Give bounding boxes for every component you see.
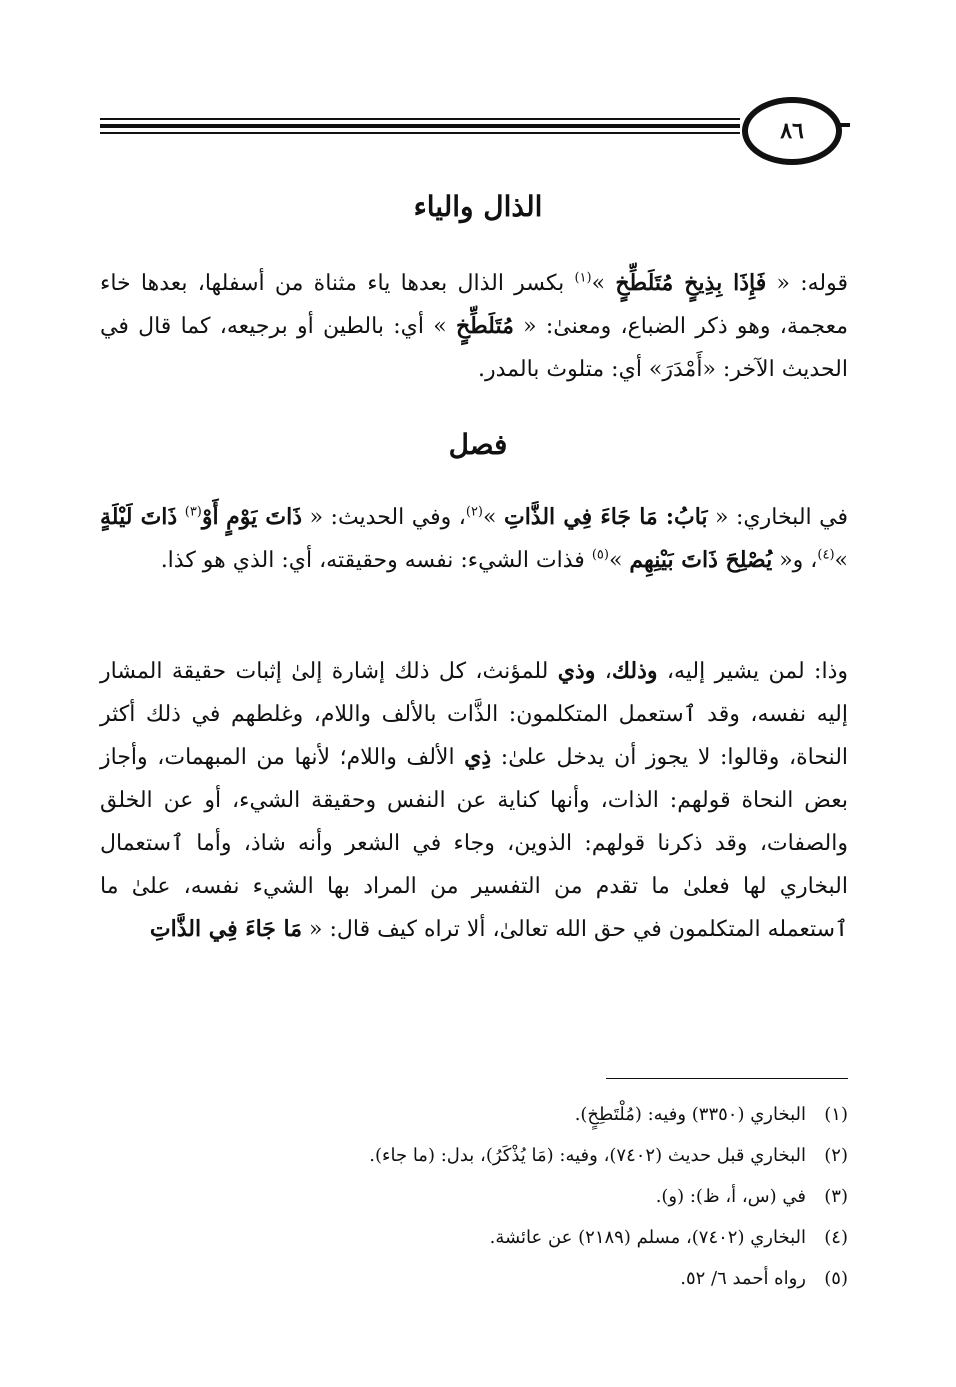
footnote-text: البخاري (٧٤٠٢)، مسلم (٢١٨٩) عن عائشة. — [489, 1227, 806, 1248]
quoted-hadith: فَإِذَا بِذِيخٍ مُتَلَطِّخٍ — [615, 270, 767, 296]
quoted-hadith: يُصْلِحَ ذَاتَ بَيْنِهِم — [629, 547, 773, 573]
quoted-word: مُتَلَطِّخٍ — [455, 313, 514, 339]
quoted-word: أَوْ — [201, 504, 219, 530]
footnote-text: رواه أحمد ٦/ ٥٢. — [680, 1268, 806, 1289]
paragraph — [100, 496, 848, 582]
page-number-text: ٨٦ — [780, 118, 804, 144]
text: بكسر الذال بعدها ياء مثناة من أسفلها، بعدها خاء معجمة، وهو ذكر الضباع، ومعنىٰ: « — [100, 271, 848, 339]
footnote-number: (٣) — [824, 1186, 848, 1207]
footnote-text: البخاري (٣٣٥٠) وفيه: (مُلْتَطِخٍ). — [574, 1104, 806, 1125]
quoted-hadith: بَابُ: مَا جَاءَ فِي الذَّاتِ — [503, 504, 708, 530]
text: » — [483, 505, 504, 530]
text: فذات الشيء: نفسه وحقيقته، أي: الذي هو كذا. — [160, 548, 592, 573]
text: » — [834, 548, 848, 573]
quoted-hadith: ذَاتَ يَوْمٍ — [226, 504, 303, 530]
footnote-text: في (س، أ، ظ): (و). — [655, 1186, 806, 1207]
footnote — [100, 1094, 848, 1135]
text: الألف واللام؛ لأنها من المبهمات، وأجاز بعض النحاة قولهم: الذات، وأنها كناية عن النفس وحقيقة الشيء، أو عن الخلق والصفات، وقد ذكرنا قولهم: الذوين، وجاء في الشعر وأنه شاذ، وأما ٱستعمال البخاري لها فعلىٰ ما تقدم من التفسير من المراد بها الشيء نفسه، علىٰ ما ٱستعمله المتكلمون في حق الله تعالىٰ، ألا تراه كيف قال: « — [100, 745, 849, 942]
text: ، و« — [772, 548, 818, 573]
footnote-number: (٥) — [824, 1268, 848, 1289]
text: قوله: « — [766, 271, 849, 296]
quoted-word: ذِي — [464, 744, 492, 770]
footnote — [100, 1217, 848, 1258]
footnote — [100, 1135, 848, 1176]
text: للمؤنث، كل ذلك إشارة إلىٰ إثبات حقيقة المشار إليه نفسه، وقد ٱستعمل المتكلمون: الذَّات بالألف واللام، وغلطهم في ذلك أكثر النحاة، وقالوا: لا يجوز أن يدخل علىٰ: — [100, 659, 849, 770]
footnotes — [100, 1094, 848, 1299]
quoted-word: وذلك — [611, 658, 658, 684]
text: وذا: لمن يشير إليه، — [657, 659, 848, 684]
text: ، وفي الحديث: « — [302, 505, 466, 530]
footnote-text: البخاري قبل حديث (٧٤٠٢)، وفيه: (مَا يُذْكَرُ)، بدل: (ما جاء). — [369, 1145, 806, 1166]
text: » — [608, 548, 630, 573]
paragraph — [100, 262, 848, 391]
quoted-hadith: مَا جَاءَ فِي الذَّاتِ — [149, 916, 303, 942]
text: » — [591, 271, 616, 296]
quoted-hadith: ذَاتَ لَيْلَةٍ — [100, 504, 178, 530]
text: ، — [595, 659, 612, 684]
text: » أي: بالطين أو برجيعه، كما قال في الحديث الآخر: «أَمْدَرَ» أي: متلوث بالمدر. — [100, 314, 848, 382]
footnote-number: (٤) — [824, 1227, 848, 1248]
text — [219, 505, 227, 530]
header-rule — [100, 124, 740, 128]
footnote-ref: (٢) — [465, 504, 483, 520]
footnote-number: (٢) — [824, 1145, 848, 1166]
footnote-ref: (٥) — [591, 547, 609, 563]
footnote-separator — [606, 1078, 848, 1079]
page-number — [742, 97, 842, 165]
paragraph — [100, 650, 848, 951]
footnote-number: (١) — [824, 1104, 848, 1125]
header-rule — [100, 132, 740, 134]
quoted-word: وذي — [557, 658, 596, 684]
section-title: الذال والياء — [413, 190, 543, 223]
footnote-ref: (١) — [574, 270, 592, 286]
text: في البخاري: « — [707, 505, 848, 530]
footnote — [100, 1176, 848, 1217]
footnote-ref: (٤) — [817, 547, 835, 563]
footnote-ref: (٣) — [184, 504, 202, 520]
footnote — [100, 1258, 848, 1299]
section-title: فصل — [448, 428, 508, 461]
header-rule — [100, 118, 740, 120]
text — [177, 505, 185, 530]
